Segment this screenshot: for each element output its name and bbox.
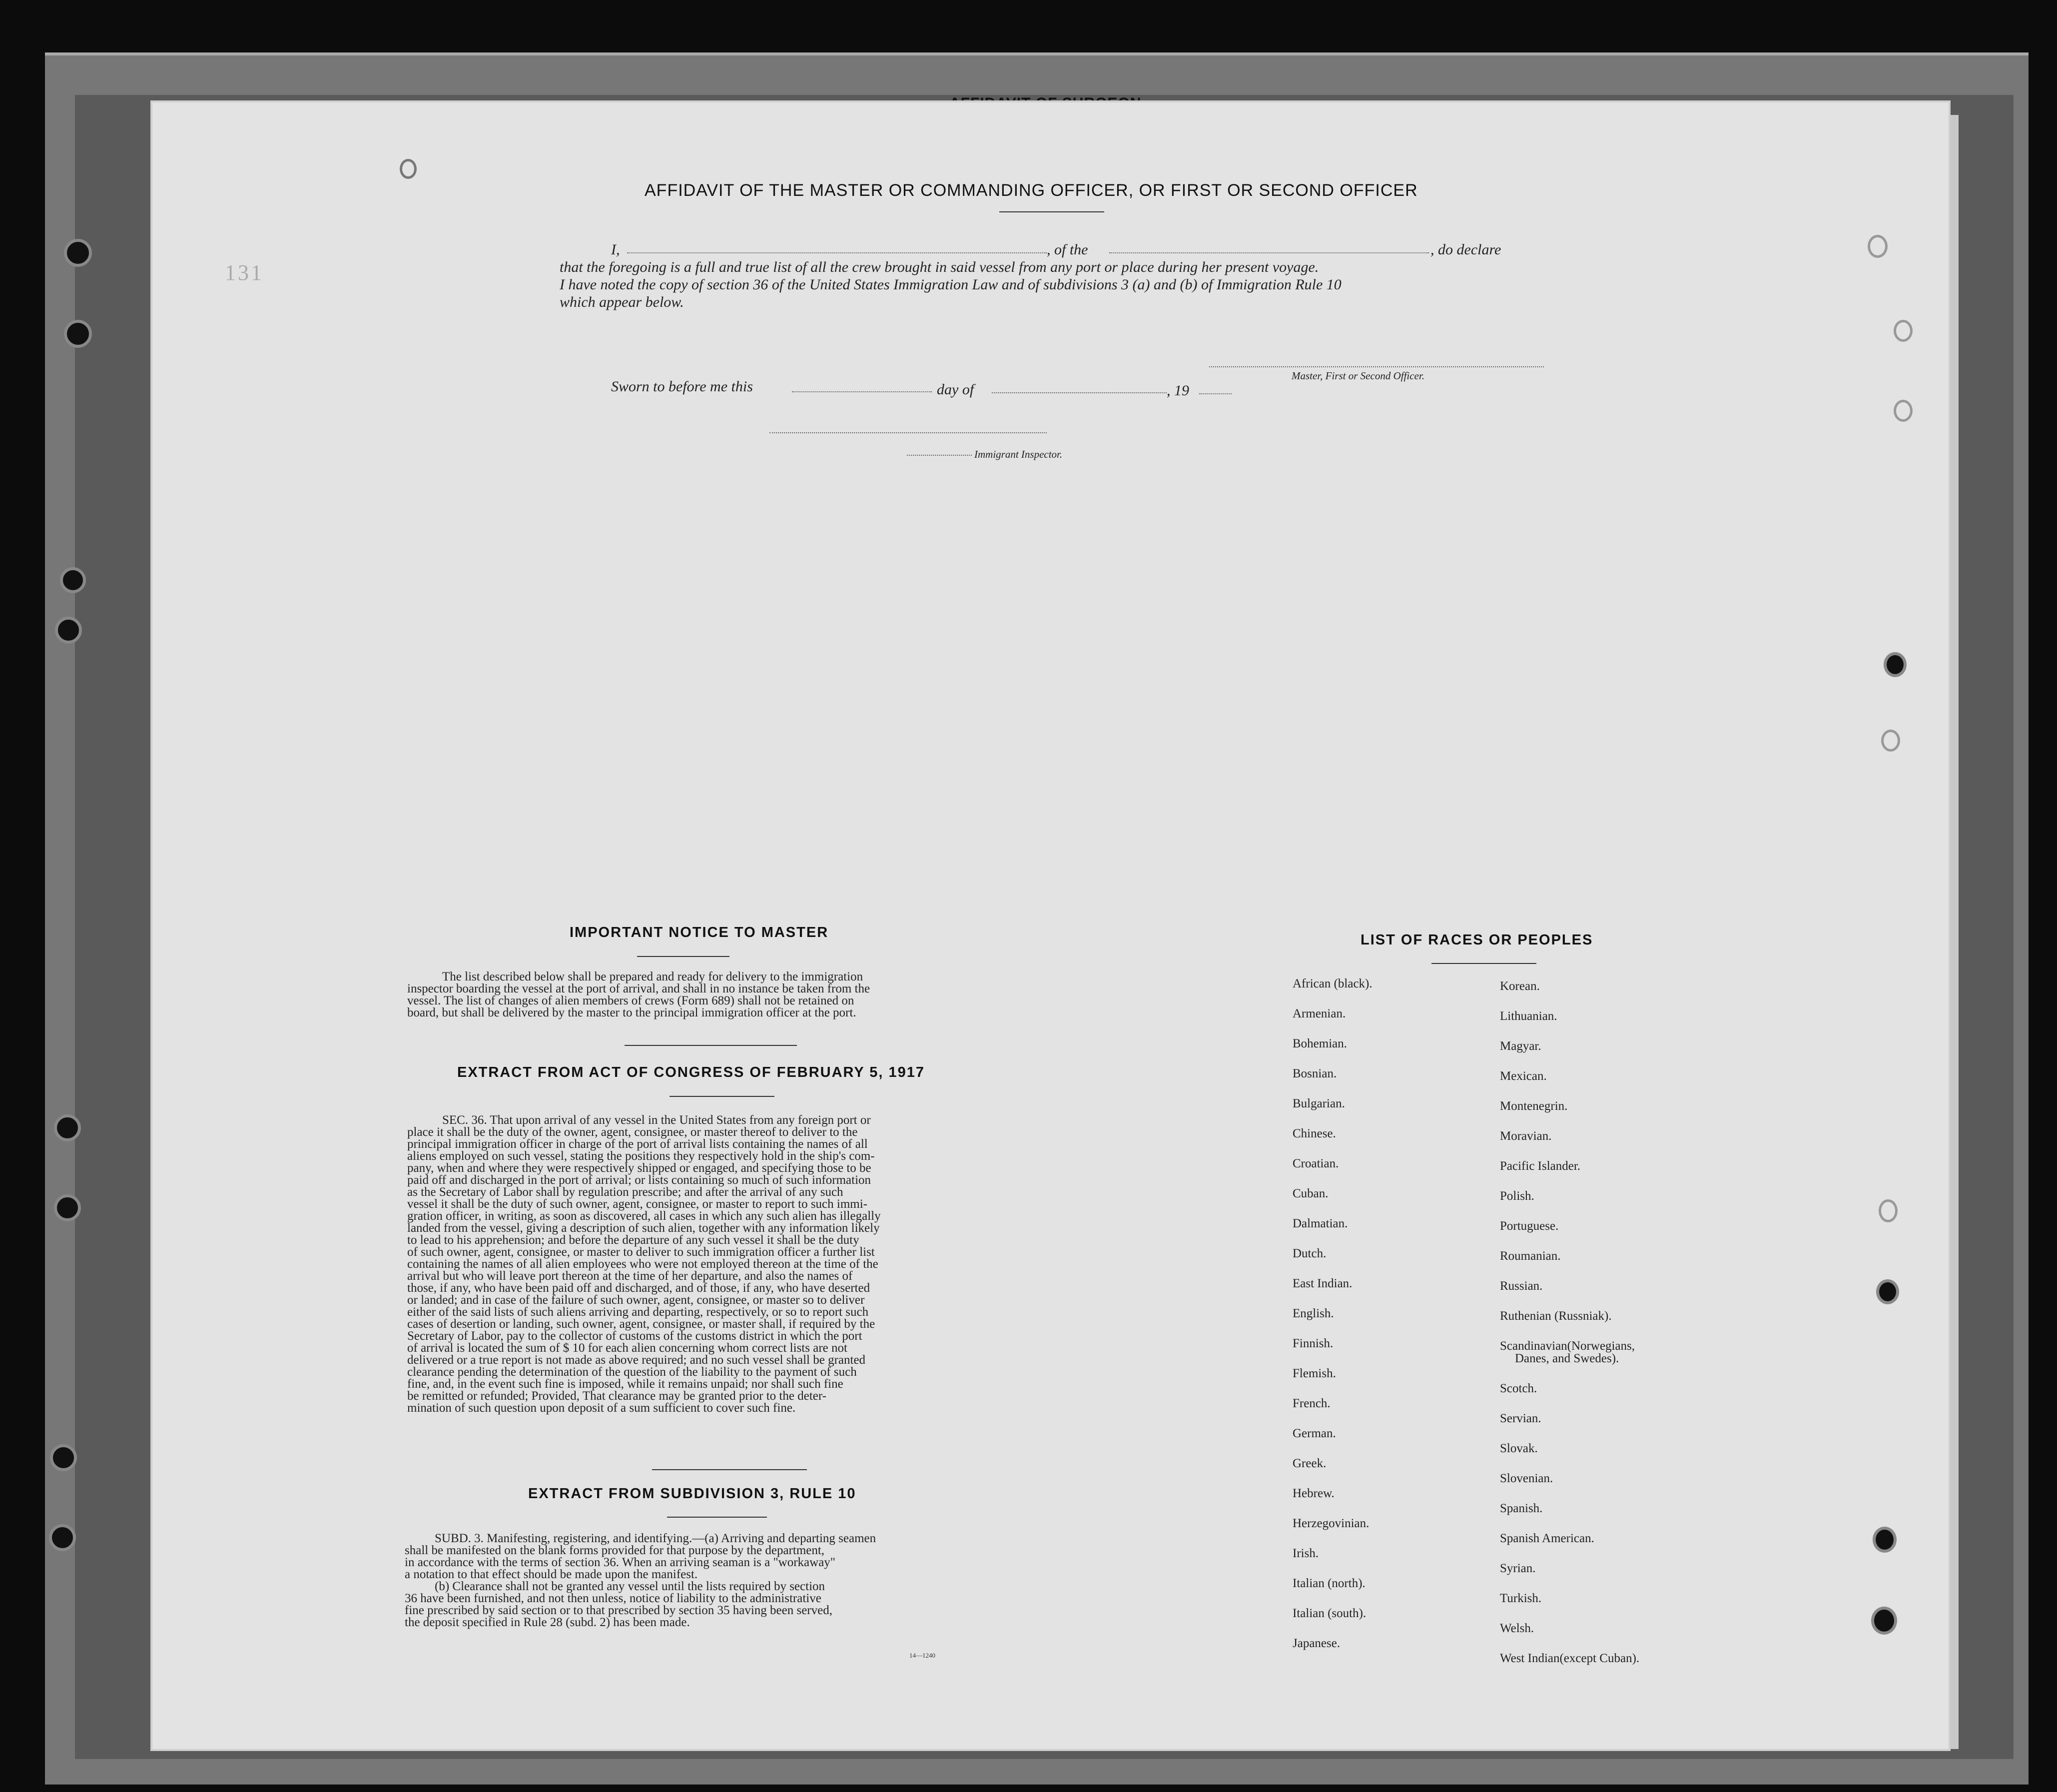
notice-text (407, 971, 1014, 1019)
binder-hole (1868, 235, 1888, 258)
extract-act-title: EXTRACT FROM ACT OF CONGRESS OF FEBRUARY 5, 1917 (457, 1064, 925, 1080)
act-line: those, if any, who have been paid off and discharged, and of those, if any, who have deserted (407, 1281, 870, 1295)
day-of-label: day of (937, 381, 974, 398)
race-item: Scotch. (1500, 1382, 1537, 1395)
extract-rule-rule (667, 1517, 767, 1518)
binder-hole (1879, 1199, 1898, 1222)
binder-hole (55, 617, 82, 644)
race-item: Croatian. (1293, 1157, 1339, 1170)
rule-line: shall be manifested on the blank forms provided for that purpose by the department, (405, 1544, 825, 1557)
name-blank[interactable] (627, 252, 1047, 253)
year-label: , 19 (1167, 382, 1189, 399)
binder-hole (1876, 1279, 1899, 1304)
races-right-column (1500, 979, 1639, 1682)
race-item: Armenian. (1293, 1007, 1346, 1020)
race-item: Polish. (1500, 1189, 1534, 1203)
act-line: of arrival is located the sum of $ 10 for each alien concerning whom correct lists are not (407, 1341, 847, 1355)
race-item: Ruthenian (Russniak). (1500, 1309, 1612, 1323)
race-item: Flemish. (1293, 1367, 1336, 1380)
act-line: principal immigration officer in charge of the port of arrival lists containing the names of all (407, 1137, 868, 1151)
race-item: Bosnian. (1293, 1067, 1337, 1080)
extract-act-text (407, 1114, 1012, 1414)
affidavit-declare: , do declare (1430, 241, 1501, 258)
act-line: fine, and, in the event such fine is imposed, while it remains unpaid; nor shall such fine (407, 1377, 843, 1391)
race-item: Lithuanian. (1500, 1009, 1557, 1023)
act-line: gration officer, in writing, as soon as discovered, all cases in which any such alien has illegally (407, 1209, 881, 1223)
race-item: Japanese. (1293, 1637, 1341, 1650)
year-blank[interactable] (1199, 393, 1232, 394)
day-blank[interactable] (792, 391, 932, 392)
act-line: be remitted or refunded; Provided, That clearance may be granted prior to the deter- (407, 1389, 826, 1403)
race-item: West Indian(except Cuban). (1500, 1652, 1640, 1665)
act-line: delivered or a true report is not made as above required; and no such vessel shall be granted (407, 1353, 866, 1367)
race-item: Montenegrin. (1500, 1099, 1568, 1113)
race-item: Mexican. (1500, 1069, 1547, 1083)
extract-rule-title: EXTRACT FROM SUBDIVISION 3, RULE 10 (528, 1486, 856, 1502)
race-item: Danes, and Swedes). (1515, 1352, 1619, 1365)
race-item: Herzegovinian. (1293, 1517, 1370, 1530)
act-line: either of the said lists of such aliens arriving and departing, respectively, or so to report such (407, 1305, 869, 1319)
binder-hole (1881, 730, 1900, 752)
races-rule (1431, 963, 1536, 964)
race-item: French. (1293, 1397, 1331, 1410)
binder-hole (1894, 400, 1913, 422)
race-item: African (black). (1293, 977, 1372, 990)
officer-label: Master, First or Second Officer. (1292, 370, 1424, 382)
race-item: East Indian. (1293, 1277, 1353, 1290)
race-item: Moravian. (1500, 1129, 1552, 1143)
act-line: to lead to his apprehension; and before the departure of any such vessel it shall be the duty (407, 1233, 859, 1247)
affidavit-title: AFFIDAVIT OF THE MASTER OR COMMANDING OFFICER, OR FIRST OR SECOND OFFICER (645, 181, 1418, 200)
affidavit-line2: that the foregoing is a full and true list of all the crew brought in said vessel from any port or place during her present voyage. (560, 259, 1319, 275)
race-item: Irish. (1293, 1547, 1319, 1560)
race-item: Pacific Islander. (1500, 1159, 1581, 1173)
binder-hole (54, 1114, 81, 1141)
act-line: of such owner, agent, consignee, or master to deliver to such immigration officer a further list (407, 1245, 875, 1259)
act-line: arrival but who will leave port thereon at the time of her departure, and also the names of (407, 1269, 853, 1283)
act-line: pany, when and where they were respectively shipped or engaged, and specifying those to be (407, 1161, 871, 1175)
race-item: Greek. (1293, 1457, 1327, 1470)
race-item: Italian (south). (1293, 1607, 1367, 1620)
extract-act-rule (670, 1096, 774, 1097)
act-line: vessel it shall be the duty of such owner, agent, consignee, or master to report to such immi- (407, 1197, 867, 1211)
act-line: mination of such question upon deposit of a sum sufficient to cover such fine. (407, 1401, 796, 1415)
race-item: Dalmatian. (1293, 1217, 1348, 1230)
rule-line: SUBD. 3. Manifesting, registering, and identifying.—(a) Arriving and departing seamen (435, 1532, 876, 1545)
notice-rule (637, 956, 729, 957)
race-item: Welsh. (1500, 1622, 1534, 1635)
form-number: 14—1240 (909, 1652, 935, 1659)
act-line: landed from the vessel, giving a description of such alien, together with any information likely (407, 1221, 880, 1235)
inspector-label: Immigrant Inspector. (974, 448, 1063, 460)
inspector-signature-blank[interactable] (769, 432, 1047, 433)
race-item: Korean. (1500, 979, 1540, 993)
race-item: Scandinavian(Norwegians, (1500, 1339, 1635, 1353)
act-line: aliens employed on such vessel, stating the positions they respectively hold in the ship's com- (407, 1149, 875, 1163)
notice-line: vessel. The list of changes of alien members of crews (Form 689) shall not be retained on (407, 994, 854, 1007)
affidavit-line4: which appear below. (560, 294, 684, 310)
rule-line: 36 have been furnished, and not then unless, notice of liability to the administrative (405, 1592, 821, 1605)
binder-hole (1894, 320, 1913, 342)
sworn-label: Sworn to before me this (611, 378, 753, 395)
race-item: Dutch. (1293, 1247, 1327, 1260)
punch-mark (400, 159, 417, 179)
race-item: Bulgarian. (1293, 1097, 1345, 1110)
race-item: Slovak. (1500, 1442, 1538, 1455)
race-item: Syrian. (1500, 1562, 1536, 1575)
race-item: Spanish. (1500, 1502, 1543, 1515)
affidavit-line3: I have noted the copy of section 36 of the United States Immigration Law and of subdivisions 3 (a) and (b) of Immigration Rule 10 (560, 276, 1342, 293)
notice-line: inspector boarding the vessel at the port of arrival, and shall in no instance be taken from the (407, 982, 870, 995)
act-line: place it shall be the duty of the owner, agent, consignee, or master thereof to deliver to the (407, 1125, 858, 1139)
rule-line: fine prescribed by said section or to that prescribed by section 35 having been served, (405, 1604, 832, 1617)
rule-line: in accordance with the terms of section 36. When an arriving seaman is a "workaway" (405, 1556, 836, 1569)
act-line: as the Secretary of Labor shall by regulation prescribe; and after the arrival of any such (407, 1185, 843, 1199)
vessel-blank[interactable] (1109, 252, 1429, 253)
race-item: Chinese. (1293, 1127, 1336, 1140)
race-item: Portuguese. (1500, 1219, 1559, 1233)
race-item: Hebrew. (1293, 1487, 1335, 1500)
act-line: SEC. 36. That upon arrival of any vessel in the United States from any foreign port or (442, 1113, 871, 1127)
binder-hole (64, 239, 92, 267)
race-item: Slovenian. (1500, 1472, 1553, 1485)
act-line: or landed; and in case of the failure of such owner, agent, consignee, or master so to deliver (407, 1293, 865, 1307)
binder-hole (50, 1444, 77, 1471)
officer-signature-blank[interactable] (1209, 366, 1544, 367)
race-item: Turkish. (1500, 1592, 1542, 1605)
affidavit-i: I, (611, 241, 620, 258)
rule-line: (b) Clearance shall not be granted any vessel until the lists required by section (435, 1580, 825, 1593)
notice-line: board, but shall be delivered by the master to the principal immigration officer at the port. (407, 1006, 856, 1019)
race-item: Roumanian. (1500, 1249, 1561, 1263)
act-line: clearance pending the determination of the question of the liability to the payment of such (407, 1365, 857, 1379)
binder-hole (60, 567, 86, 593)
binder-hole (54, 1194, 81, 1221)
binder-hole (1871, 1607, 1897, 1635)
inspector-lead-dots (907, 455, 972, 456)
races-left-column (1293, 977, 1372, 1667)
act-line: paid off and discharged in the port of arrival; or lists containing so much of such information (407, 1173, 871, 1187)
act-line: containing the names of all alien employees who were not employed thereon at the time of the (407, 1257, 878, 1271)
rule-line: a notation to that effect should be made upon the manifest. (405, 1568, 698, 1581)
rule-line: the deposit specified in Rule 28 (subd. 2) has been made. (405, 1616, 690, 1629)
margin-mark: 131 (225, 260, 264, 285)
race-item: Cuban. (1293, 1187, 1329, 1200)
race-item: English. (1293, 1307, 1334, 1320)
race-item: Finnish. (1293, 1337, 1334, 1350)
race-item: Italian (north). (1293, 1577, 1366, 1590)
binder-hole (1873, 1527, 1897, 1553)
notice-line: The list described below shall be prepared and ready for delivery to the immigration (442, 970, 863, 983)
race-item: Magyar. (1500, 1039, 1541, 1053)
races-title: LIST OF RACES OR PEOPLES (1361, 932, 1593, 948)
month-blank[interactable] (992, 392, 1167, 393)
race-item: Spanish American. (1500, 1532, 1594, 1545)
notice-title: IMPORTANT NOTICE TO MASTER (570, 924, 829, 940)
extract-rule-text (405, 1533, 1004, 1629)
title-rule (999, 211, 1104, 212)
binder-hole (1884, 652, 1907, 677)
race-item: Servian. (1500, 1412, 1541, 1425)
race-item: Russian. (1500, 1279, 1543, 1293)
extract-act-end-rule (652, 1469, 807, 1470)
act-line: Secretary of Labor, pay to the collector of customs of the customs district in which the port (407, 1329, 862, 1343)
affidavit-of: , of the (1047, 241, 1088, 258)
race-item: Bohemian. (1293, 1037, 1348, 1050)
binder-hole (64, 320, 92, 348)
race-item: German. (1293, 1427, 1336, 1440)
form-page (152, 102, 1949, 1749)
binder-hole (49, 1524, 76, 1551)
notice-end-rule (625, 1045, 797, 1046)
act-line: cases of desertion or landing, such owner, agent, consignee, or master shall, if required by the (407, 1317, 875, 1331)
